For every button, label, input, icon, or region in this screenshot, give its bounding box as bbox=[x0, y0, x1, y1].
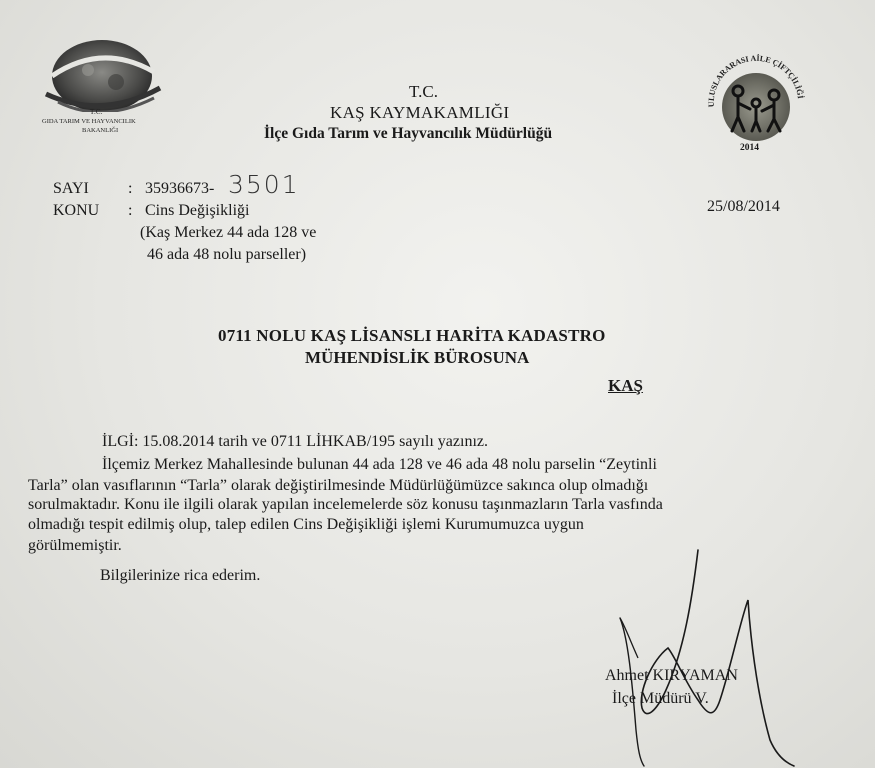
konu-colon: : bbox=[128, 202, 133, 219]
signatory-name: Ahmet KIRYAMAN bbox=[605, 667, 738, 684]
header-kaymakamlik: KAŞ KAYMAKAMLIĞI bbox=[330, 103, 510, 122]
konu-value: Cins Değişikliği bbox=[145, 202, 250, 219]
sayi-label: SAYI bbox=[53, 180, 89, 197]
body-line: görülmemiştir. bbox=[28, 537, 122, 554]
logo-left-line1: T.C. bbox=[90, 108, 103, 116]
konu-detail-1: (Kaş Merkez 44 ada 128 ve bbox=[140, 224, 317, 241]
addressee-line1: 0711 NOLU KAŞ LİSANSLI HARİTA KADASTRO bbox=[218, 326, 606, 345]
logo-left-line3: BAKANLIĞI bbox=[82, 127, 119, 134]
body-line: Tarla” olan vasıflarının “Tarla” olarak değiştirilmesinde Müdürlüğümüzce sakınca olup olmadığı bbox=[28, 477, 649, 494]
konu-label: KONU bbox=[53, 202, 100, 219]
closing-phrase: Bilgilerinize rica ederim. bbox=[100, 567, 261, 584]
header-directorate: İlçe Gıda Tarım ve Hayvancılık Müdürlüğü bbox=[264, 125, 553, 142]
logo-right-ring-text: ULUSLARARASI AİLE ÇİFTÇİLİĞİ bbox=[706, 53, 805, 108]
body-line: İlçemiz Merkez Mahallesinde bulunan 44 ada 128 ve 46 ada 48 nolu parselin “Zeytinli bbox=[102, 456, 657, 473]
globe-emblem-icon bbox=[38, 32, 163, 112]
family-farming-year-logo bbox=[700, 45, 812, 157]
document-date: 25/08/2014 bbox=[707, 198, 780, 215]
family-farming-emblem-icon bbox=[700, 45, 812, 157]
logo-left-line2: GIDA TARIM VE HAYVANCILIK bbox=[42, 118, 136, 125]
konu-detail-2: 46 ada 48 nolu parseller) bbox=[147, 246, 307, 263]
addressee-line2: MÜHENDİSLİK BÜROSUNA bbox=[305, 348, 530, 367]
body-line: sorulmaktadır. Konu ile ilgili olarak yapılan incelemelerde söz konusu taşınmazların Tarla vasfında bbox=[28, 496, 663, 513]
ministry-logo bbox=[38, 32, 163, 137]
logo-right-year: 2014 bbox=[740, 143, 759, 153]
ilgi-reference: İLGİ: 15.08.2014 tarih ve 0711 LİHKAB/195 sayılı yazınız. bbox=[102, 433, 488, 450]
body-line: olmadığı tespit edilmiş olup, talep edilen Cins Değişikliği işlemi Kurumumuzca uygun bbox=[28, 516, 584, 533]
sayi-handwritten-number: 3501 bbox=[228, 170, 300, 199]
signatory-title: İlçe Müdürü V. bbox=[612, 690, 709, 707]
header-tc: T.C. bbox=[409, 82, 438, 101]
addressee-city: KAŞ bbox=[608, 376, 643, 395]
handwritten-signature bbox=[580, 540, 830, 768]
sayi-value: 35936673- bbox=[145, 180, 215, 197]
sayi-colon: : bbox=[128, 180, 133, 197]
